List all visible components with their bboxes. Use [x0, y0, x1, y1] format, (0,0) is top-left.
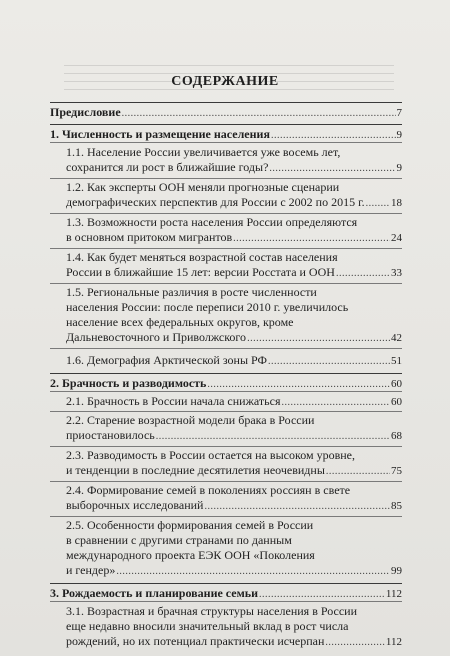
section-rule	[50, 583, 402, 584]
toc-item	[66, 448, 402, 479]
chapter-page: 9	[396, 129, 402, 141]
item-line: 2.4. Формирование семей в поколениях россиян в свете	[66, 483, 351, 497]
item-rule	[50, 446, 402, 447]
toc-item	[66, 353, 402, 369]
item-line: еще недавно вносили значительный вклад в рост числа	[66, 619, 349, 633]
leader-dots	[336, 266, 390, 281]
item-line: 1.5. Региональные различия в росте численности	[66, 285, 317, 299]
toc-item	[66, 215, 402, 246]
item-rule	[50, 248, 402, 249]
item-line: 1.4. Как будет меняться возрастной состав населения	[66, 250, 338, 264]
item-page: 9	[396, 162, 402, 174]
chapter-label: 1. Численность и размещение населения	[50, 127, 270, 141]
item-rule	[50, 142, 402, 143]
toc-chapter-2	[50, 376, 402, 392]
toc-preface	[50, 105, 402, 121]
toc-item	[66, 180, 402, 211]
toc-item	[66, 604, 402, 650]
item-line: и гендер»	[66, 563, 116, 577]
item-page: 85	[391, 500, 402, 512]
item-line: 1.1. Население России увеличивается уже восемь лет,	[66, 145, 341, 159]
leader-dots	[207, 377, 390, 392]
item-rule	[50, 391, 402, 392]
leader-dots	[247, 331, 390, 346]
chapter-label: 3. Рождаемость и планирование семьи	[50, 586, 259, 600]
toc-item	[66, 518, 402, 579]
toc-chapter-3	[50, 586, 402, 602]
chapter-page: 112	[385, 588, 402, 600]
item-rule	[50, 178, 402, 179]
toc-item	[66, 285, 402, 346]
item-page: 51	[391, 355, 402, 367]
item-rule	[50, 411, 402, 412]
section-rule	[50, 373, 402, 374]
leader-dots	[269, 161, 395, 176]
toc-item	[66, 394, 402, 410]
item-line: приостановилось	[66, 428, 155, 442]
leader-dots	[325, 635, 384, 650]
item-line: 3.1. Возрастная и брачная структуры населения в России	[66, 604, 358, 618]
item-page: 99	[391, 565, 402, 577]
item-page: 33	[391, 267, 402, 279]
leader-dots	[122, 106, 396, 121]
item-rule	[50, 348, 402, 349]
item-line: 2.1. Брачность в России начала снижаться	[66, 394, 281, 408]
leader-dots	[268, 354, 390, 369]
item-line: и тенденции в последние десятилетия неочевидны	[66, 463, 325, 477]
item-line: население всех федеральных округов, кроме	[66, 315, 294, 329]
item-page: 18	[391, 197, 402, 209]
item-rule	[50, 601, 402, 602]
item-line: России в ближайшие 15 лет: версии Росстата и ООН	[66, 265, 335, 279]
toc-item	[66, 145, 402, 176]
preface-label: Предисловие	[50, 105, 121, 119]
item-line: рождений, но их потенциал практически исчерпан	[66, 634, 325, 648]
toc-chapter-1	[50, 127, 402, 143]
chapter-label: 2. Брачность и разводимость	[50, 376, 207, 390]
page-title: СОДЕРЖАНИЕ	[171, 74, 279, 89]
section-rule	[50, 102, 402, 103]
leader-dots	[233, 231, 390, 246]
preface-page: 7	[396, 107, 402, 119]
item-line: в сравнении с другими странами по данным	[66, 533, 292, 547]
item-line: 1.6. Демография Арктической зоны РФ	[66, 353, 267, 367]
item-line: населения России: после переписи 2010 г. увеличилось	[66, 300, 349, 314]
item-page: 68	[391, 430, 402, 442]
leader-dots	[259, 587, 385, 602]
item-line: 2.3. Разводимость в России остается на высоком уровне,	[66, 448, 355, 462]
item-page: 42	[391, 332, 402, 344]
leader-dots	[281, 395, 390, 410]
item-rule	[50, 283, 402, 284]
item-rule	[50, 516, 402, 517]
item-line: 1.2. Как эксперты ООН меняли прогнозные сценарии	[66, 180, 340, 194]
item-line: Дальневосточного и Приволжского	[66, 330, 247, 344]
chapter-page: 60	[391, 378, 402, 390]
toc-item	[66, 483, 402, 514]
leader-dots	[204, 499, 390, 514]
item-line: сохранится ли рост в ближайшие годы?	[66, 160, 269, 174]
item-rule	[50, 213, 402, 214]
item-page: 60	[391, 396, 402, 408]
item-line: международного проекта ЕЭК ООН «Поколения	[66, 548, 315, 562]
item-rule	[50, 481, 402, 482]
item-page: 24	[391, 232, 402, 244]
leader-dots	[326, 464, 390, 479]
leader-dots	[156, 429, 390, 444]
item-page: 112	[385, 636, 402, 648]
section-rule	[50, 124, 402, 125]
toc-item	[66, 250, 402, 281]
toc-item	[66, 413, 402, 444]
item-line: в основном притоком мигрантов	[66, 230, 233, 244]
leader-dots	[366, 196, 390, 211]
item-line: 2.5. Особенности формирования семей в России	[66, 518, 314, 532]
leader-dots	[116, 564, 390, 579]
item-line: демографических перспектив для России с 2002 по 2015 г.	[66, 195, 365, 209]
leader-dots	[271, 128, 396, 143]
item-line: выборочных исследований	[66, 498, 204, 512]
item-page: 75	[391, 465, 402, 477]
item-line: 2.2. Старение возрастной модели брака в России	[66, 413, 315, 427]
item-line: 1.3. Возможности роста населения России определяются	[66, 215, 358, 229]
